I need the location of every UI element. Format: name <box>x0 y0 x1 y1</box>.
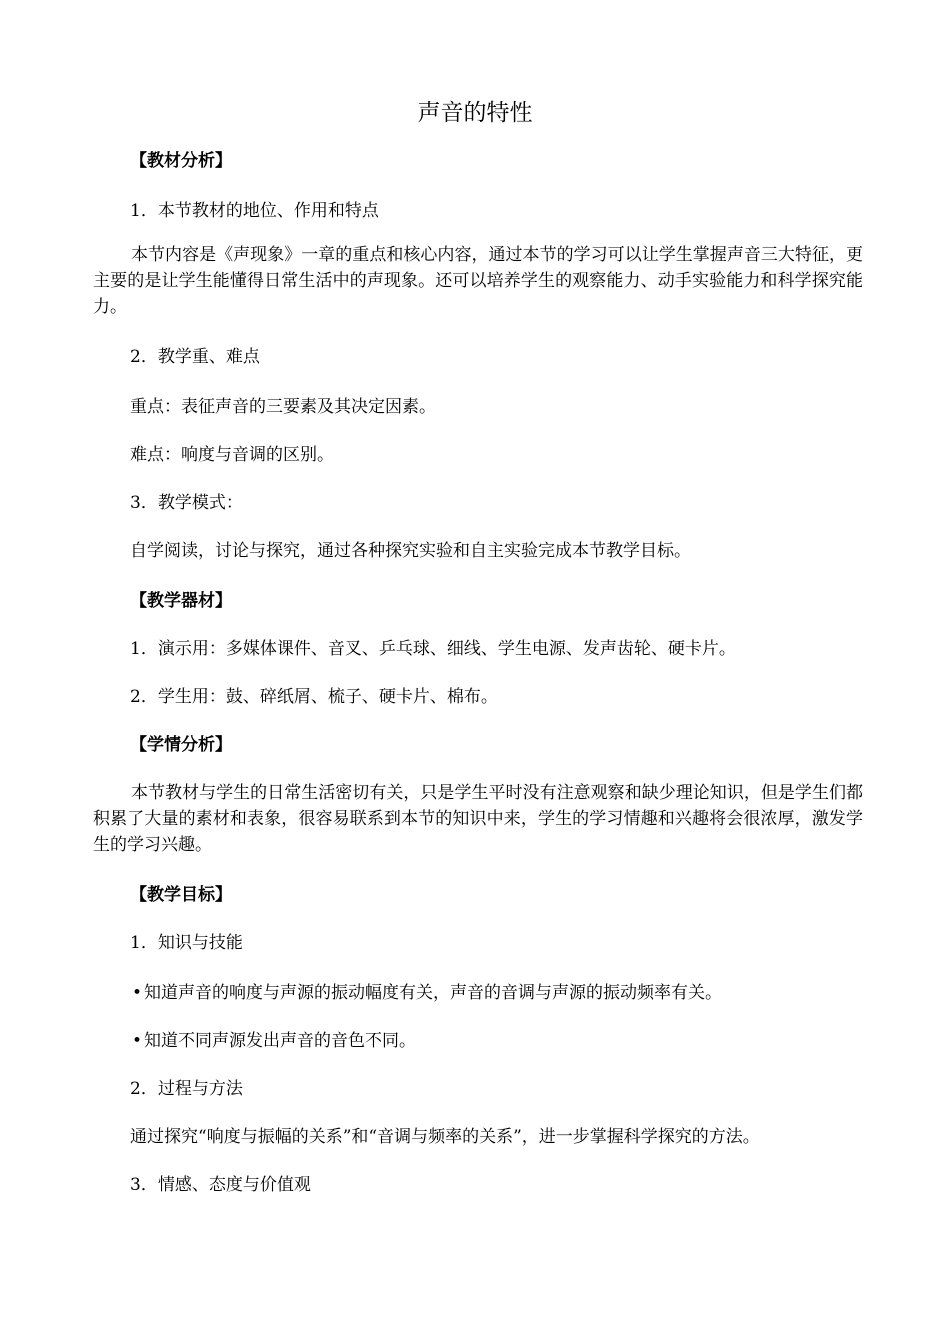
heading-student-analysis: 【学情分析】 <box>130 735 232 755</box>
list-item-emotion-attitude: 3．情感、态度与价值观 <box>130 1175 311 1195</box>
heading-equipment: 【教学器材】 <box>130 591 232 611</box>
list-item-process-method: 2．过程与方法 <box>130 1079 243 1099</box>
list-item-position-role: 1．本节教材的地位、作用和特点 <box>130 201 379 221</box>
text-process-method: 通过探究“响度与振幅的关系”和“音调与频率的关系”，进一步掌握科学探究的方法。 <box>130 1127 760 1147</box>
heading-materials-analysis: 【教材分析】 <box>130 151 232 171</box>
document-title: 声音的特性 <box>417 100 533 126</box>
text-difficult-point: 难点：响度与音调的区别。 <box>130 445 334 465</box>
bullet-item-loudness-pitch <box>130 980 870 1006</box>
bullet-text: 知道不同声源发出声音的音色不同。 <box>144 1031 416 1051</box>
list-item-teaching-mode: 3．教学模式： <box>130 493 243 513</box>
list-item-key-difficult: 2．教学重、难点 <box>130 347 260 367</box>
list-item-demo-equipment: 1．演示用：多媒体课件、音叉、乒乓球、细线、学生电源、发声齿轮、硬卡片。 <box>130 639 736 659</box>
text-teaching-mode: 自学阅读，讨论与探究，通过各种探究实验和自主实验完成本节教学目标。 <box>130 541 691 561</box>
list-item-knowledge-skills: 1．知识与技能 <box>130 933 243 953</box>
bullet-icon: • <box>131 983 143 1003</box>
bullet-icon: • <box>131 1031 143 1051</box>
heading-objectives: 【教学目标】 <box>130 885 232 905</box>
bullet-text: 知道声音的响度与声源的振动幅度有关，声音的音调与声源的振动频率有关。 <box>144 983 722 1003</box>
text-key-point: 重点：表征声音的三要素及其决定因素。 <box>130 397 436 417</box>
paragraph-materials-content: 本节内容是《声现象》一章的重点和核心内容，通过本节的学习可以让学生掌握声音三大特征，更主要的是让学生能懂得日常生活中的声现象。还可以培养学生的观察能力、动手实验能力和科学探究能力。 <box>93 245 863 317</box>
bullet-item-timbre <box>130 1028 870 1054</box>
paragraph-student-analysis: 本节教材与学生的日常生活密切有关，只是学生平时没有注意观察和缺少理论知识，但是学生们都积累了大量的素材和表象，很容易联系到本节的知识中来，学生的学习情趣和兴趣将会很浓厚，激发学生的学习兴趣。 <box>93 783 863 855</box>
list-item-student-equipment: 2．学生用：鼓、碎纸屑、梳子、硬卡片、棉布。 <box>130 687 498 707</box>
